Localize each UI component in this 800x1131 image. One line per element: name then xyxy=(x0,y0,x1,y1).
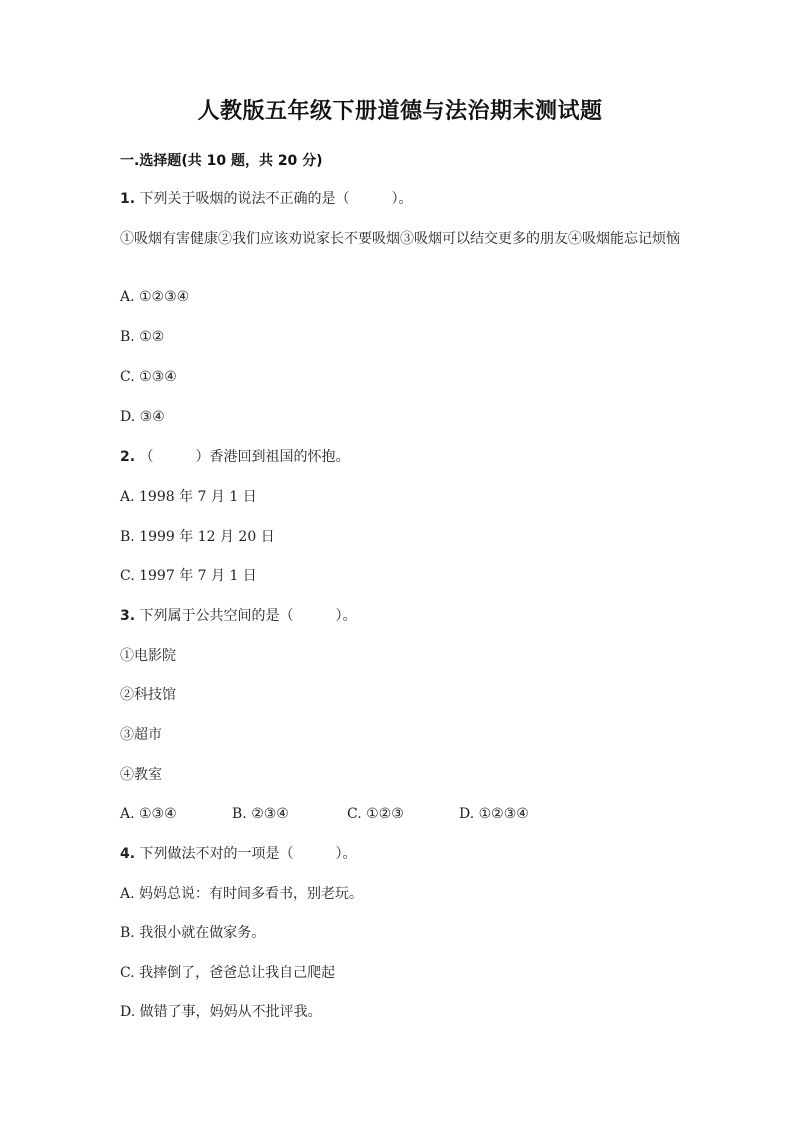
option-b[interactable]: B. ②③④ xyxy=(232,806,289,822)
question-1-statement: ①吸烟有害健康②我们应该劝说家长不要吸烟③吸烟可以结交更多的朋友④吸烟能忘记烦恼 xyxy=(120,231,680,247)
question-stem: 下列属于公共空间的是（ ）。 xyxy=(139,608,357,624)
question-stem: （ ）香港回到祖国的怀抱。 xyxy=(139,449,350,465)
list-item: ③超市 xyxy=(120,727,162,743)
question-number: 3. xyxy=(120,608,136,624)
option-a[interactable]: A. 1998 年 7 月 1 日 xyxy=(120,489,257,505)
list-item: ①电影院 xyxy=(120,648,176,664)
option-c[interactable]: C. 1997 年 7 月 1 日 xyxy=(120,568,257,584)
question-number: 4. xyxy=(120,846,136,862)
option-a[interactable]: A. ①③④ xyxy=(120,806,177,822)
options-row xyxy=(120,803,680,825)
option-b[interactable]: B. 我很小就在做家务。 xyxy=(120,925,266,941)
question-number: 2. xyxy=(120,449,136,465)
page-title: 人教版五年级下册道德与法治期末测试题 xyxy=(197,99,603,124)
question-stem: 下列关于吸烟的说法不正确的是（ ）。 xyxy=(139,191,413,207)
option-d[interactable]: D. ③④ xyxy=(120,409,165,425)
list-item: ②科技馆 xyxy=(120,687,176,703)
question-number: 1. xyxy=(120,191,136,207)
option-c[interactable]: C. ①②③ xyxy=(347,806,404,822)
section-heading: 一.选择题(共 10 题，共 20 分) xyxy=(120,153,323,169)
question-2 xyxy=(120,446,350,468)
option-d[interactable]: D. 做错了事，妈妈从不批评我。 xyxy=(120,1004,322,1020)
option-c[interactable]: C. ①③④ xyxy=(120,369,177,385)
option-c[interactable]: C. 我摔倒了，爸爸总让我自己爬起 xyxy=(120,965,336,981)
option-a[interactable]: A. 妈妈总说：有时间多看书，别老玩。 xyxy=(120,886,364,902)
question-3 xyxy=(120,605,357,627)
question-4 xyxy=(120,843,357,865)
option-b[interactable]: B. 1999 年 12 月 20 日 xyxy=(120,529,275,545)
question-1 xyxy=(120,188,413,210)
option-a[interactable]: A. ①②③④ xyxy=(120,289,190,305)
question-stem: 下列做法不对的一项是（ ）。 xyxy=(139,846,357,862)
list-item: ④教室 xyxy=(120,767,162,783)
option-b[interactable]: B. ①② xyxy=(120,329,165,345)
option-d[interactable]: D. ①②③④ xyxy=(459,806,529,822)
